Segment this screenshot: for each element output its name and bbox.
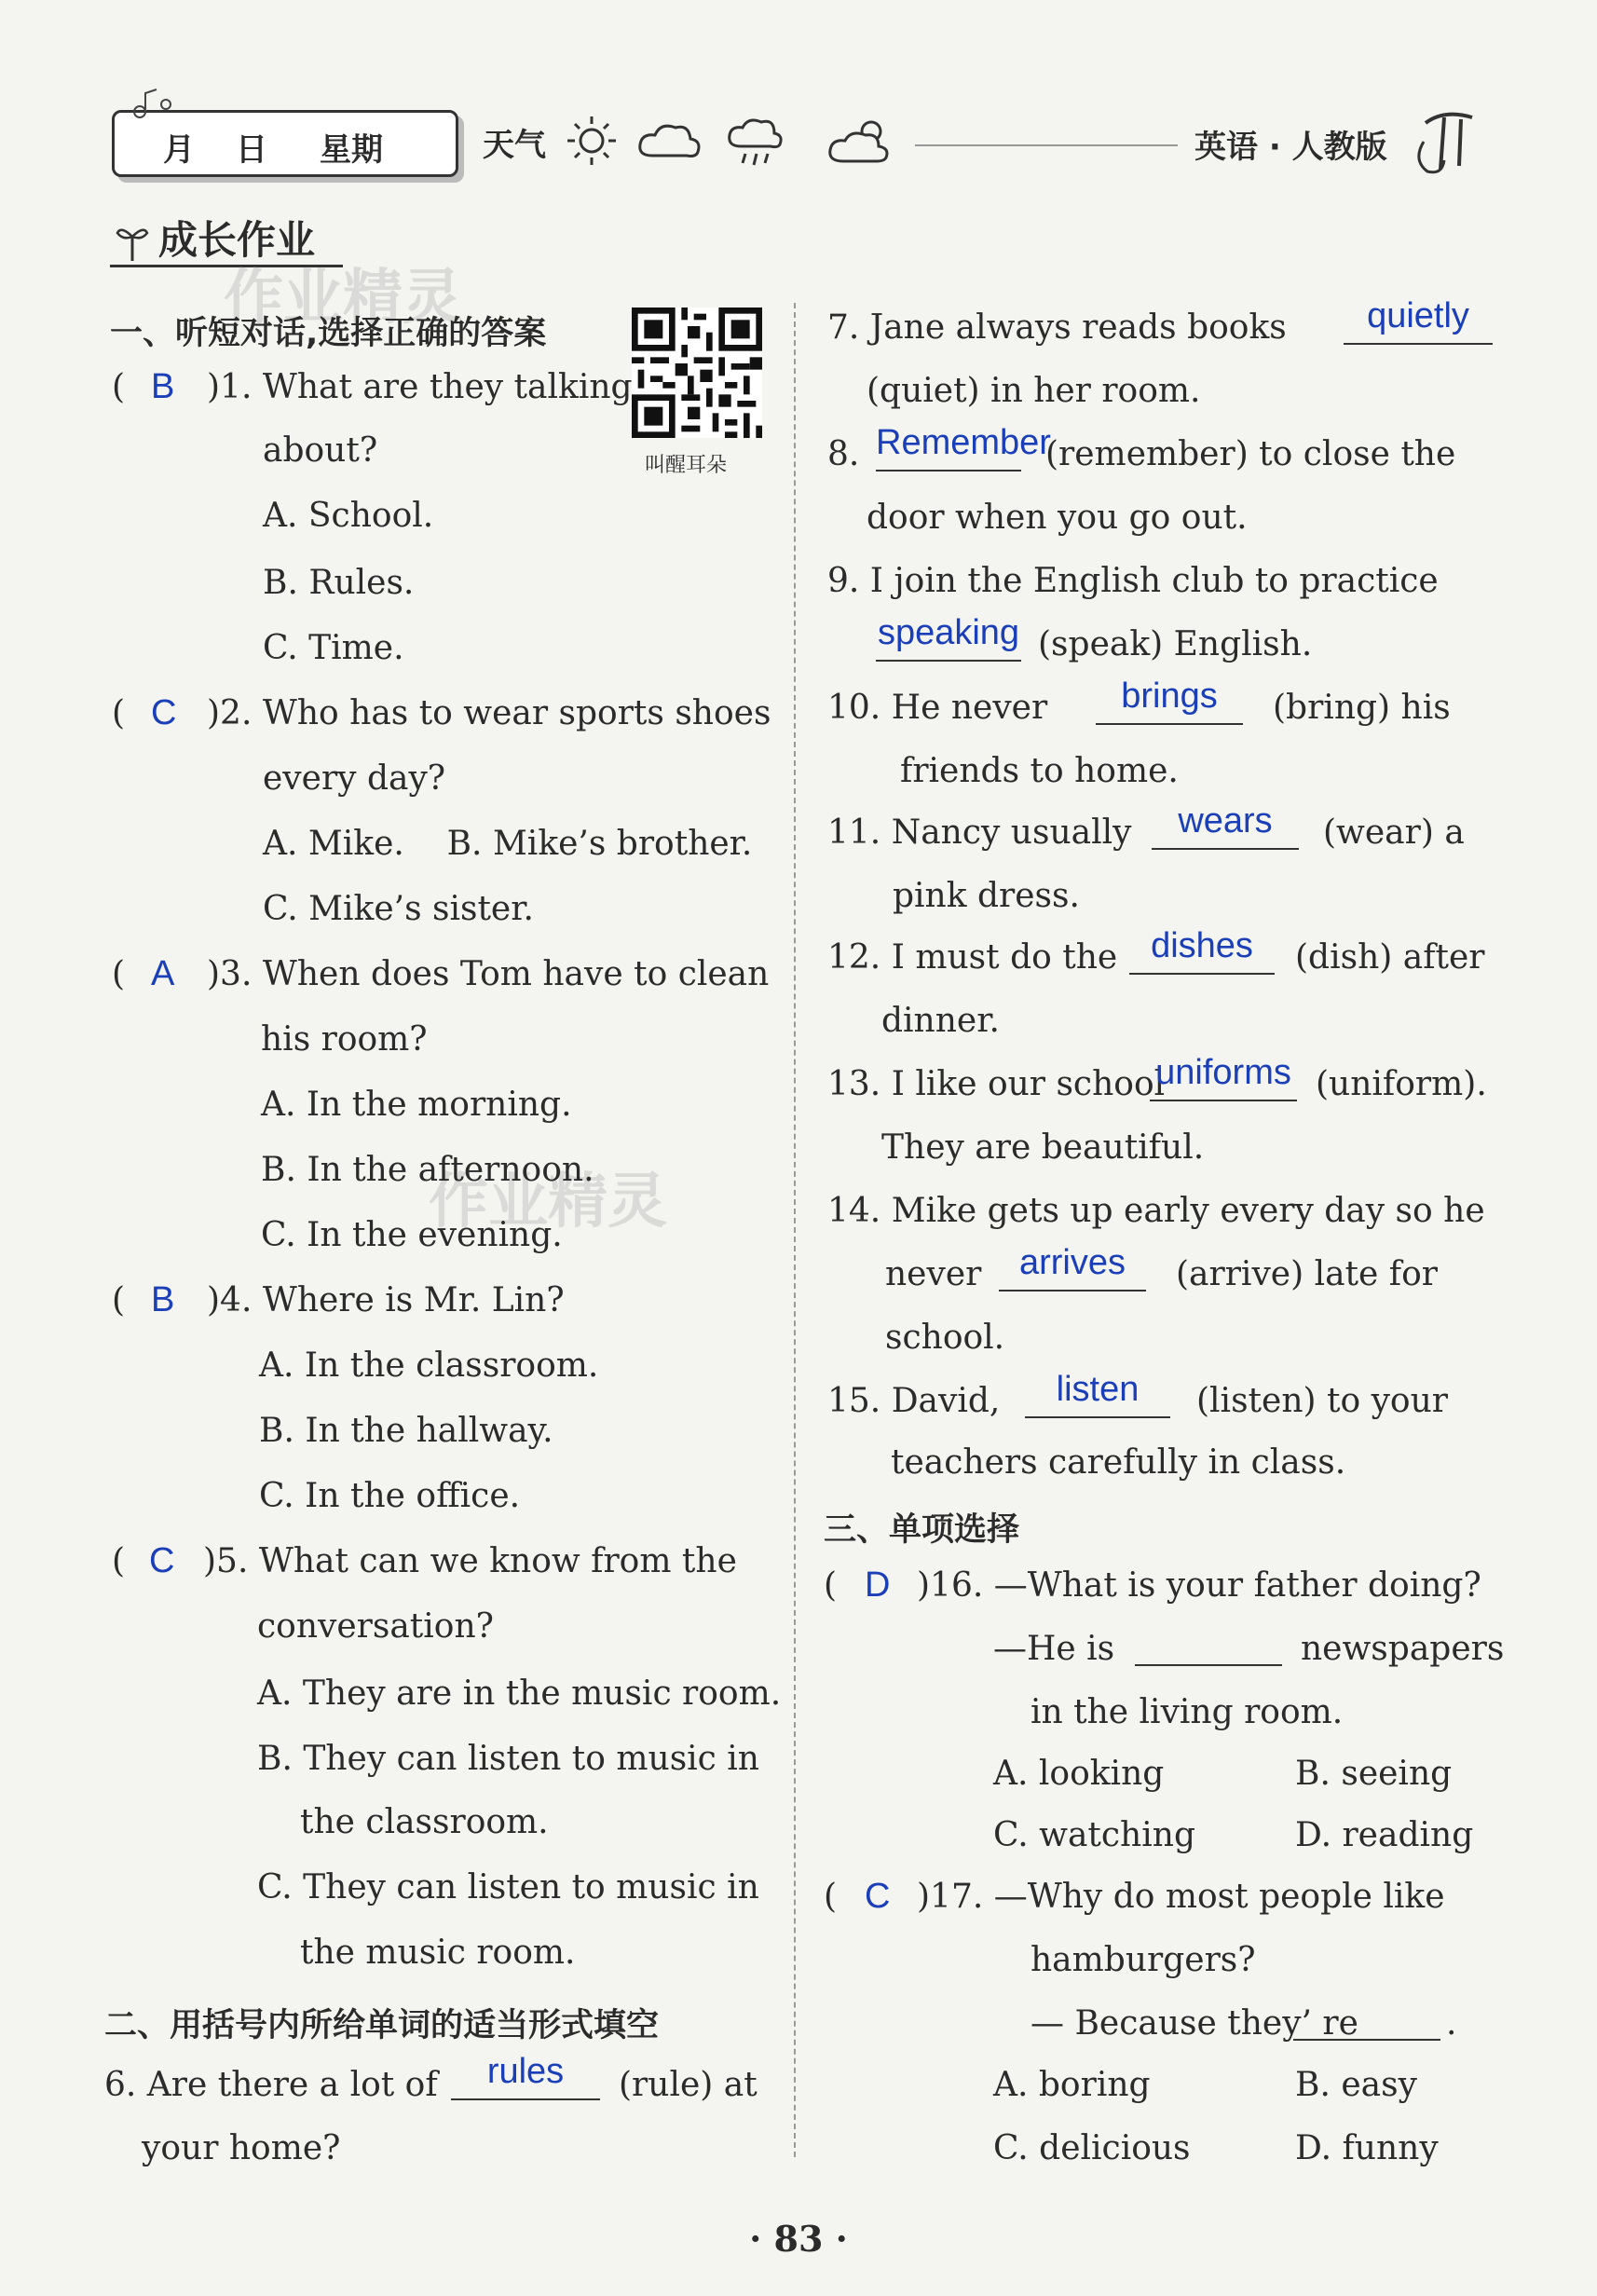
q16-option-c: C. watching (993, 1816, 1195, 1854)
q9-text: 9. I join the English club to practice (827, 562, 1439, 600)
q2-option-c: C. Mike’s sister. (263, 890, 534, 928)
q1-answer: B (151, 367, 175, 406)
day-label: 日 (236, 131, 267, 169)
q7-blank (1344, 296, 1493, 345)
header-rule (915, 144, 1178, 146)
q10-text-cont: friends to home. (900, 752, 1179, 790)
q1-option-c: C. Time. (263, 629, 404, 667)
q16-stem-line3: in the living room. (1031, 1693, 1344, 1731)
q13-text: 13. I like our school (827, 1065, 1166, 1103)
column-divider (794, 303, 796, 2157)
q6-text: 6. Are there a lot of (104, 2066, 438, 2104)
q17-stem: )17. —Why do most people like (917, 1878, 1445, 1916)
q17-stem-line3-end: . (1446, 2004, 1457, 2043)
q5-option-c: C. They can listen to music in (257, 1868, 759, 1906)
page-number: · 83 · (749, 2218, 848, 2260)
q17-stem-line2: hamburgers? (1031, 1941, 1256, 1979)
q4-paren-open: ( (112, 1281, 126, 1319)
q4-stem: )4. Where is Mr. Lin? (207, 1281, 565, 1319)
q15-text: 15. David, (827, 1382, 1001, 1420)
q17-option-c: C. delicious (993, 2129, 1191, 2167)
q2-stem: )2. Who has to wear sports shoes (207, 694, 771, 732)
edition-label: 英语 · 人教版 (1194, 129, 1387, 166)
q12-blank (1129, 926, 1275, 975)
q3-option-b: B. In the afternoon. (261, 1151, 594, 1189)
q4-option-b: B. In the hallway. (259, 1412, 553, 1450)
rain-icon (730, 120, 781, 165)
q2-answer: C (151, 693, 177, 732)
watermark: 作业精灵 (224, 264, 462, 333)
sun-icon (567, 116, 616, 165)
q3-stem-cont: his room? (261, 1020, 428, 1059)
part2-heading: 二、用括号内所给单词的适当形式填空 (104, 2007, 660, 2044)
q14-blank (999, 1243, 1146, 1292)
q16-answer: D (865, 1565, 891, 1605)
section-title: 成长作业 (158, 217, 316, 263)
music-notes-icon (129, 86, 184, 123)
q5-option-b-cont: the classroom. (300, 1803, 549, 1841)
q11-text: 11. Nancy usually (827, 813, 1132, 852)
q5-option-b: B. They can listen to music in (257, 1740, 759, 1778)
q17-option-b: B. easy (1295, 2066, 1417, 2104)
q10-answer: brings (1121, 676, 1218, 716)
sprout-icon (114, 216, 151, 263)
q16-blank (1135, 1664, 1282, 1666)
q4-answer: B (151, 1280, 175, 1319)
q15-text-cont: teachers carefully in class. (891, 1443, 1346, 1482)
q8-number: 8. (827, 435, 860, 473)
q7-answer: quietly (1367, 296, 1469, 335)
q16-paren-open: ( (824, 1566, 838, 1605)
q3-paren-open: ( (112, 955, 126, 993)
q10-blank (1096, 676, 1243, 725)
q17-blank (1293, 2039, 1440, 2041)
q16-stem: )16. —What is your father doing? (917, 1566, 1481, 1605)
q12-text-cont: dinner. (881, 1002, 1000, 1040)
q5-answer: C (149, 1541, 175, 1580)
part3-heading: 三、单项选择 (824, 1511, 1020, 1549)
logo-icon (1407, 104, 1491, 179)
q2-options-ab: A. Mike. B. Mike’s brother. (263, 825, 753, 863)
q1-option-b: B. Rules. (263, 564, 415, 602)
month-label: 月 (163, 131, 195, 169)
q13-hint: (uniform). (1316, 1065, 1487, 1103)
q15-hint: (listen) to your (1196, 1382, 1448, 1420)
q11-hint: (wear) a (1323, 813, 1465, 852)
part1-heading: 一、听短对话,选择正确的答案 (110, 315, 547, 352)
q8-hint: (remember) to close the (1045, 435, 1456, 473)
q1-stem-cont: about? (263, 431, 378, 470)
weekday-label: 星期 (320, 131, 383, 169)
q12-answer: dishes (1151, 926, 1253, 965)
q14-text: 14. Mike gets up early every day so he (827, 1192, 1485, 1230)
watermark: 作业精灵 (429, 1168, 667, 1237)
q14-text-line3: school. (885, 1319, 1005, 1357)
q9-hint: (speak) English. (1038, 625, 1313, 663)
q5-option-c-cont: the music room. (300, 1934, 576, 1972)
qr-code-icon (632, 308, 762, 438)
q11-text-cont: pink dress. (893, 877, 1080, 915)
q2-stem-cont: every day? (263, 759, 446, 798)
q16-option-a: A. looking (993, 1755, 1165, 1793)
q1-paren-open: ( (112, 368, 126, 406)
q15-blank (1025, 1370, 1170, 1418)
q5-paren-open: ( (112, 1542, 126, 1580)
q6-text-cont: your home? (142, 2129, 341, 2167)
q15-answer: listen (1056, 1370, 1140, 1409)
q17-answer: C (865, 1877, 891, 1916)
q2-paren-open: ( (112, 694, 126, 732)
q3-answer: A (151, 954, 175, 993)
q5-stem-cont: conversation? (257, 1607, 494, 1646)
weather-icons (564, 107, 908, 172)
q10-text: 10. He never (827, 689, 1048, 727)
q11-blank (1152, 801, 1299, 850)
q10-hint: (bring) his (1273, 689, 1451, 727)
q6-hint: (rule) at (619, 2066, 758, 2104)
partly-cloudy-icon (830, 122, 887, 161)
q17-option-a: A. boring (993, 2066, 1151, 2104)
q6-blank (451, 2052, 600, 2100)
q3-option-a: A. In the morning. (261, 1086, 572, 1124)
q4-option-a: A. In the classroom. (259, 1346, 599, 1385)
q13-text-cont: They are beautiful. (881, 1128, 1205, 1167)
q13-blank (1150, 1053, 1297, 1101)
q17-stem-line3: — Because they’ re (1031, 2004, 1358, 2043)
q16-option-d: D. reading (1295, 1816, 1474, 1854)
q7-text: 7. Jane always reads books (827, 308, 1287, 347)
q5-option-a: A. They are in the music room. (257, 1674, 782, 1713)
q9-blank (876, 613, 1021, 662)
q6-answer: rules (486, 2052, 565, 2091)
q3-stem: )3. When does Tom have to clean (207, 955, 770, 993)
q16-stem-line2: —He is (993, 1630, 1115, 1668)
q16-stem-line2-end: newspapers (1301, 1630, 1505, 1668)
q12-hint: (dish) after (1295, 938, 1485, 977)
q7-text-cont: (quiet) in her room. (867, 372, 1201, 410)
cloud-icon (640, 126, 699, 156)
q3-option-c: C. In the evening. (261, 1216, 563, 1254)
q8-answer: Remember (876, 423, 1051, 462)
q14-text-line2: never (885, 1255, 982, 1293)
qr-caption: 叫醒耳朵 (645, 454, 728, 477)
q4-option-c: C. In the office. (259, 1477, 521, 1515)
weather-label: 天气 (483, 127, 546, 164)
q14-hint: (arrive) late for (1176, 1255, 1438, 1293)
q11-answer: wears (1178, 801, 1273, 840)
q12-text: 12. I must do the (827, 938, 1118, 977)
q9-answer: speaking (877, 613, 1020, 652)
q5-stem: )5. What can we know from the (203, 1542, 737, 1580)
q17-option-d: D. funny (1295, 2129, 1439, 2167)
q14-answer: arrives (1018, 1243, 1126, 1282)
q1-option-a: A. School. (263, 497, 434, 535)
q8-blank (876, 423, 1051, 472)
q8-text-cont: door when you go out. (867, 499, 1248, 537)
q1-stem: )1. What are they talking (207, 368, 633, 406)
q17-paren-open: ( (824, 1878, 838, 1916)
q16-option-b: B. seeing (1295, 1755, 1453, 1793)
q13-answer: uniforms (1155, 1053, 1291, 1092)
